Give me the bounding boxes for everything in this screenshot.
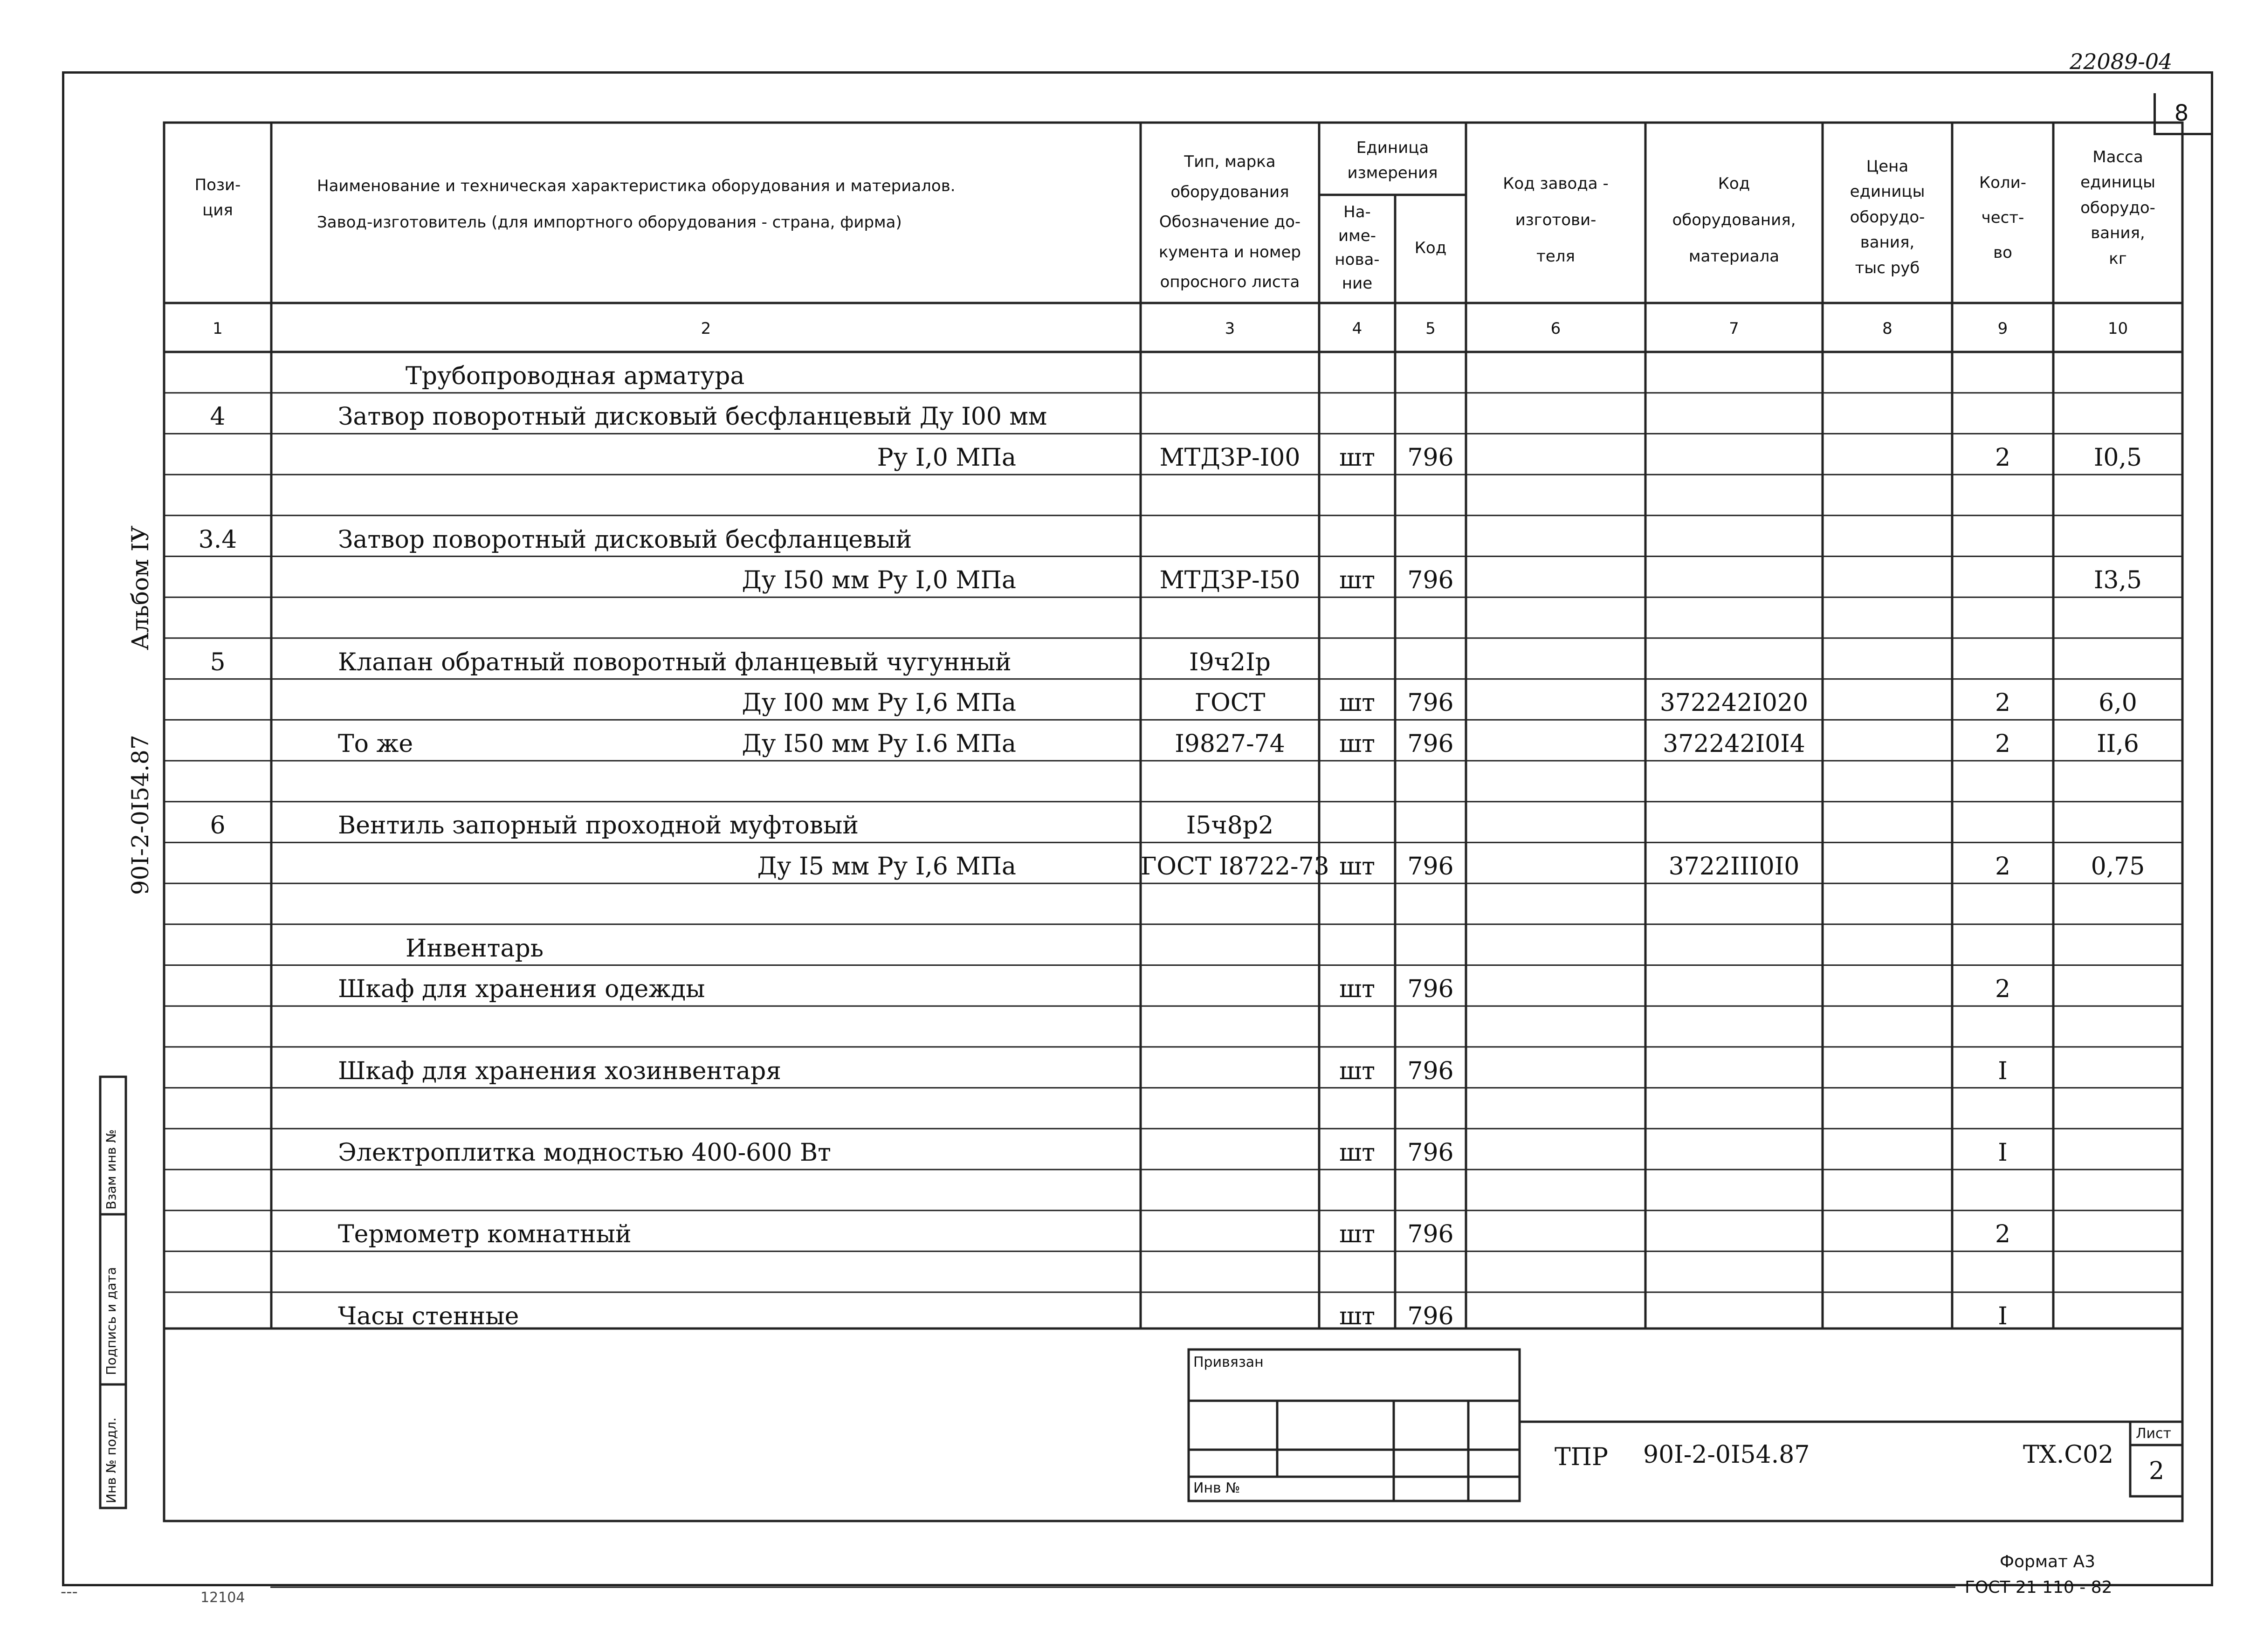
row-unit: шт	[1339, 689, 1376, 717]
row-unit: шт	[1339, 975, 1376, 1004]
colnum-5: 5	[1425, 319, 1436, 338]
row-name: Часы стенные	[338, 1302, 519, 1330]
row-equipment-code: 372242I020	[1659, 689, 1809, 717]
row-unit: шт	[1339, 566, 1376, 595]
row-name: Клапан обратный поворотный фланцевый чугунный	[338, 648, 1012, 676]
hdr-name: Наименование и техническая характеристика оборудования и материалов. Завод-изготовитель (для импортного оборудования - страна, фирма)	[317, 177, 956, 232]
archive-code: 22089-04	[2070, 49, 2173, 74]
colnum-10: 10	[2107, 319, 2128, 338]
gost-label: ГОСТ 21 110 - 82	[1965, 1578, 2112, 1597]
row-unit-code: 796	[1407, 444, 1454, 472]
row-type: ГОСТ	[1194, 689, 1266, 717]
row-section-title: Инвентарь	[406, 934, 544, 963]
row-type: МТДЗР-I50	[1159, 566, 1301, 595]
row-unit-code: 796	[1407, 566, 1454, 595]
row-quantity: I	[1998, 1302, 2008, 1330]
hdr-unit-name: На- име- нова- ние	[1335, 203, 1380, 293]
sheet-number: 8	[2174, 100, 2189, 126]
hdr-unit: Единица измерения	[1347, 138, 1438, 183]
row-name: Затвор поворотный дисковый бесфланцевый	[338, 525, 912, 554]
row-quantity: 2	[1995, 444, 2011, 472]
row-mass: I3,5	[2093, 566, 2142, 595]
row-type: I9ч2Iр	[1189, 648, 1271, 676]
row-name: Ду I50 мм Ру I,0 МПа	[742, 566, 1016, 595]
row-type: I5ч8р2	[1186, 812, 1274, 840]
album-label: Альбом IУ	[127, 525, 154, 650]
row-equipment-code: 3722III0I0	[1668, 853, 1800, 881]
side-stamp-vzam: Взам инв №	[103, 1129, 119, 1210]
row-unit: шт	[1339, 1220, 1376, 1249]
row-mass: 6,0	[2099, 689, 2137, 717]
hdr-quantity: Коли- чест- во	[1979, 173, 2027, 262]
row-quantity: 2	[1995, 689, 2011, 717]
row-unit-code: 796	[1407, 1302, 1454, 1330]
colnum-7: 7	[1729, 319, 1739, 338]
row-quantity: 2	[1995, 975, 2011, 1004]
colnum-4: 4	[1352, 319, 1362, 338]
stamp-list-label: Лист	[2136, 1425, 2172, 1442]
colnum-2: 2	[701, 319, 711, 338]
hdr-unit-price: Цена единицы оборудо- вания, тыс руб	[1850, 157, 1925, 277]
row-unit-code: 796	[1407, 730, 1454, 758]
row-unit-code: 796	[1407, 1220, 1454, 1249]
side-stamp-podpis: Подпись и дата	[103, 1267, 119, 1375]
stamp-project: 90I-2-0I54.87	[1643, 1441, 1810, 1469]
row-name-detail: Ду I50 мм Ру I.6 МПа	[742, 730, 1016, 758]
hdr-factory-code: Код завода - изготови- теля	[1503, 174, 1609, 266]
row-type: I9827-74	[1175, 730, 1285, 758]
row-unit: шт	[1339, 1139, 1376, 1167]
row-name: Шкаф для хранения хозинвентаря	[338, 1057, 782, 1085]
row-unit-code: 796	[1407, 1139, 1454, 1167]
row-unit-code: 796	[1407, 975, 1454, 1004]
row-name: То же	[338, 730, 413, 758]
hdr-equipment-code: Код оборудования, материала	[1672, 174, 1796, 266]
row-quantity: I	[1998, 1139, 2008, 1167]
row-name: Электроплитка модностью 400-600 Вт	[338, 1139, 831, 1167]
hdr-mass: Масса единицы оборудо- вания, кг	[2080, 148, 2155, 268]
colnum-9: 9	[1997, 319, 2008, 338]
row-position: 6	[210, 812, 226, 840]
row-unit: шт	[1339, 853, 1376, 881]
row-position: 5	[210, 648, 226, 676]
side-stamp-inv: Инв № подл.	[103, 1417, 119, 1503]
row-type: МТДЗР-I00	[1159, 444, 1301, 472]
row-unit: шт	[1339, 730, 1376, 758]
row-equipment-code: 372242I0I4	[1663, 730, 1805, 758]
row-name: Ду I5 мм Ру I,6 МПа	[757, 853, 1016, 881]
row-unit-code: 796	[1407, 853, 1454, 881]
row-unit-code: 796	[1407, 689, 1454, 717]
hdr-type: Тип, марка оборудования Обозначение до- кумента и номер опросного листа	[1159, 152, 1301, 292]
row-position: 3.4	[198, 525, 237, 554]
row-unit: шт	[1339, 1302, 1376, 1330]
colnum-1: 1	[213, 319, 223, 338]
stamp-inv: Инв №	[1193, 1480, 1240, 1496]
stamp-list-no: 2	[2149, 1457, 2165, 1485]
row-section-title: Трубопроводная арматура	[406, 362, 745, 390]
row-unit: шт	[1339, 444, 1376, 472]
row-mass: II,6	[2097, 730, 2139, 758]
hdr-unit-code: Код	[1414, 239, 1447, 257]
stamp-tpr: ТПР	[1555, 1443, 1609, 1471]
row-quantity: I	[1998, 1057, 2008, 1085]
row-quantity: 2	[1995, 853, 2011, 881]
row-unit-code: 796	[1407, 1057, 1454, 1085]
row-quantity: 2	[1995, 1220, 2011, 1249]
row-name: Шкаф для хранения одежды	[338, 975, 705, 1004]
row-position: 4	[210, 403, 226, 431]
left-mark: ---	[61, 1583, 78, 1601]
row-name: Вентиль запорный проходной муфтовый	[338, 812, 859, 840]
row-mass: I0,5	[2093, 444, 2142, 472]
row-name: Ру I,0 МПа	[877, 444, 1016, 472]
colnum-8: 8	[1882, 319, 1892, 338]
format-label: Формат А3	[2000, 1552, 2096, 1571]
colnum-3: 3	[1225, 319, 1235, 338]
row-quantity: 2	[1995, 730, 2011, 758]
stamp-doc: ТХ.С02	[2023, 1441, 2114, 1469]
colnum-6: 6	[1550, 319, 1561, 338]
margin-project-code: 90I-2-0I54.87	[127, 735, 154, 895]
row-mass: 0,75	[2091, 853, 2145, 881]
bottom-code: 12104	[200, 1590, 245, 1606]
row-unit: шт	[1339, 1057, 1376, 1085]
row-name: Ду I00 мм Ру I,6 МПа	[742, 689, 1016, 717]
row-name: Термометр комнатный	[338, 1220, 632, 1249]
hdr-position: Пози- ция	[194, 176, 241, 220]
row-name: Затвор поворотный дисковый бесфланцевый Ду I00 мм	[338, 403, 1047, 431]
row-type: ГОСТ I8722-73	[1141, 853, 1329, 881]
stamp-privyazan: Привязан	[1193, 1354, 1264, 1370]
